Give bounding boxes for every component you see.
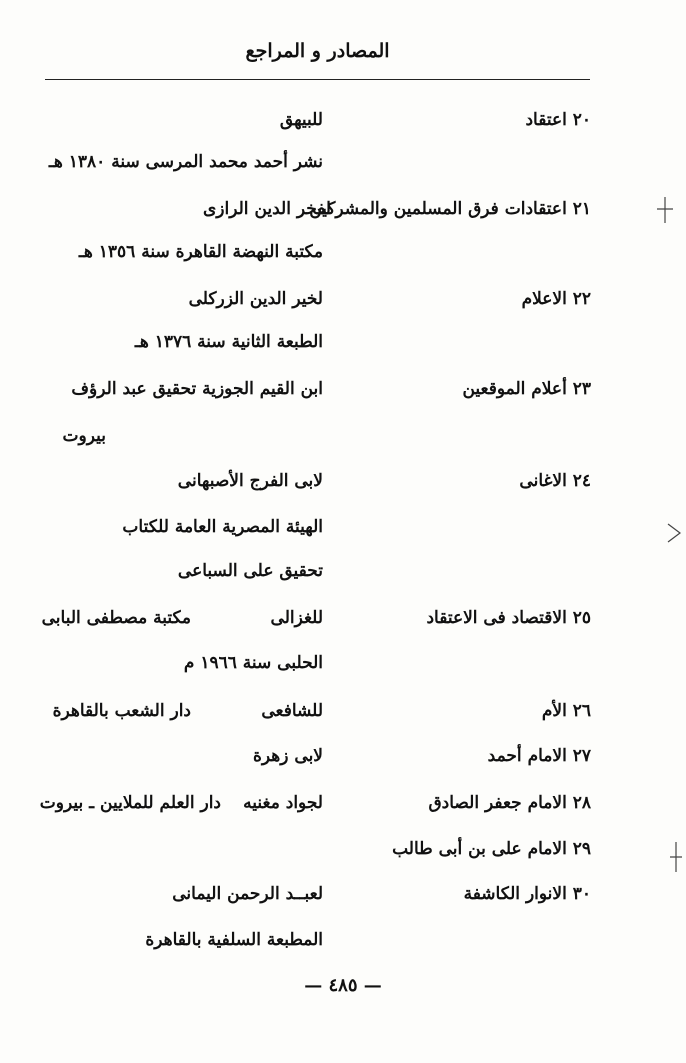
entry-title: ٢٥ الاقتصاد فى الاعتقاد xyxy=(426,608,591,628)
entry-30-line-1 xyxy=(0,876,686,912)
entry-publication: نشر أحمد محمد المرسى سنة ١٣٨٠ هـ xyxy=(48,152,323,172)
entry-23-line-2 xyxy=(0,418,686,454)
entry-title: ٢٣ أعلام الموقعين xyxy=(462,379,591,399)
entry-26-line-1 xyxy=(0,693,686,729)
entry-author: لفخر الدين الرازى xyxy=(203,199,331,219)
entry-20-line-2 xyxy=(0,144,686,180)
entry-publication: مكتبة مصطفى البابى xyxy=(41,608,191,628)
entry-publication: مكتبة النهضة القاهرة سنة ١٣٥٦ هـ xyxy=(78,242,323,262)
entry-author: لابى زهرة xyxy=(253,746,323,766)
entry-20-line-1 xyxy=(0,102,686,138)
entry-author: ابن القيم الجوزية تحقيق عبد الرؤف xyxy=(71,379,323,399)
margin-mark-icon xyxy=(668,840,684,874)
entry-publication: دار العلم للملايين ـ بيروت xyxy=(39,793,221,813)
entry-22-line-2 xyxy=(0,324,686,360)
entry-author: لخير الدين الزركلى xyxy=(188,289,323,309)
entry-25-line-1 xyxy=(0,600,686,636)
entry-author: للبيهق xyxy=(279,110,323,130)
entry-25-line-2 xyxy=(0,645,686,681)
entry-publication: دار الشعب بالقاهرة xyxy=(52,701,191,721)
entry-21-line-2 xyxy=(0,234,686,270)
entry-publication: الطبعة الثانية سنة ١٣٧٦ هـ xyxy=(134,332,323,352)
entry-title: ٢٩ الامام على بن أبى طالب xyxy=(392,839,591,859)
entry-publication: بيروت xyxy=(62,426,106,446)
entry-author: لابى الفرج الأصبهانى xyxy=(177,471,323,491)
entry-title: ٢٢ الاعلام xyxy=(521,289,591,309)
entry-editor: تحقيق على السباعى xyxy=(177,561,323,581)
entry-24-line-2 xyxy=(0,509,686,545)
entry-23-line-1 xyxy=(0,371,686,407)
entry-author: للشافعى xyxy=(261,701,323,721)
page-header: المصادر و المراجع xyxy=(245,40,390,62)
entry-author: لعبــد الرحمن اليمانى xyxy=(172,884,323,904)
entry-21-line-1 xyxy=(0,191,686,227)
entry-title: ٢٤ الاغانى xyxy=(519,471,591,491)
entry-author: لجواد مغنيه xyxy=(243,793,323,813)
entry-title: ٢١ اعتقادات فرق المسلمين والمشركين xyxy=(309,199,591,219)
entry-30-line-2 xyxy=(0,922,686,958)
page-number: — ٤٨٥ — xyxy=(304,975,382,996)
entry-24-line-1 xyxy=(0,463,686,499)
margin-mark-icon xyxy=(655,195,675,225)
entry-title: ٢٨ الامام جعفر الصادق xyxy=(428,793,591,813)
entry-24-line-3 xyxy=(0,553,686,589)
entry-title: ٢٦ الأم xyxy=(541,701,591,721)
entry-publication: الهيئة المصرية العامة للكتاب xyxy=(122,517,323,537)
entry-publication-cont: الحلبى سنة ١٩٦٦ م xyxy=(183,653,323,673)
entry-publication: المطبعة السلفية بالقاهرة xyxy=(145,930,323,950)
entry-title: ٢٠ اعتقاد xyxy=(525,110,591,130)
entry-27-line-1 xyxy=(0,738,686,774)
entry-title: ٣٠ الانوار الكاشفة xyxy=(463,884,591,904)
entry-author: للغزالى xyxy=(270,608,323,628)
entry-title: ٢٧ الامام أحمد xyxy=(487,746,591,766)
entry-28-line-1 xyxy=(0,785,686,821)
entry-22-line-1 xyxy=(0,281,686,317)
margin-mark-icon xyxy=(665,520,683,546)
entry-29-line-1 xyxy=(0,831,686,867)
header-rule xyxy=(45,79,590,80)
